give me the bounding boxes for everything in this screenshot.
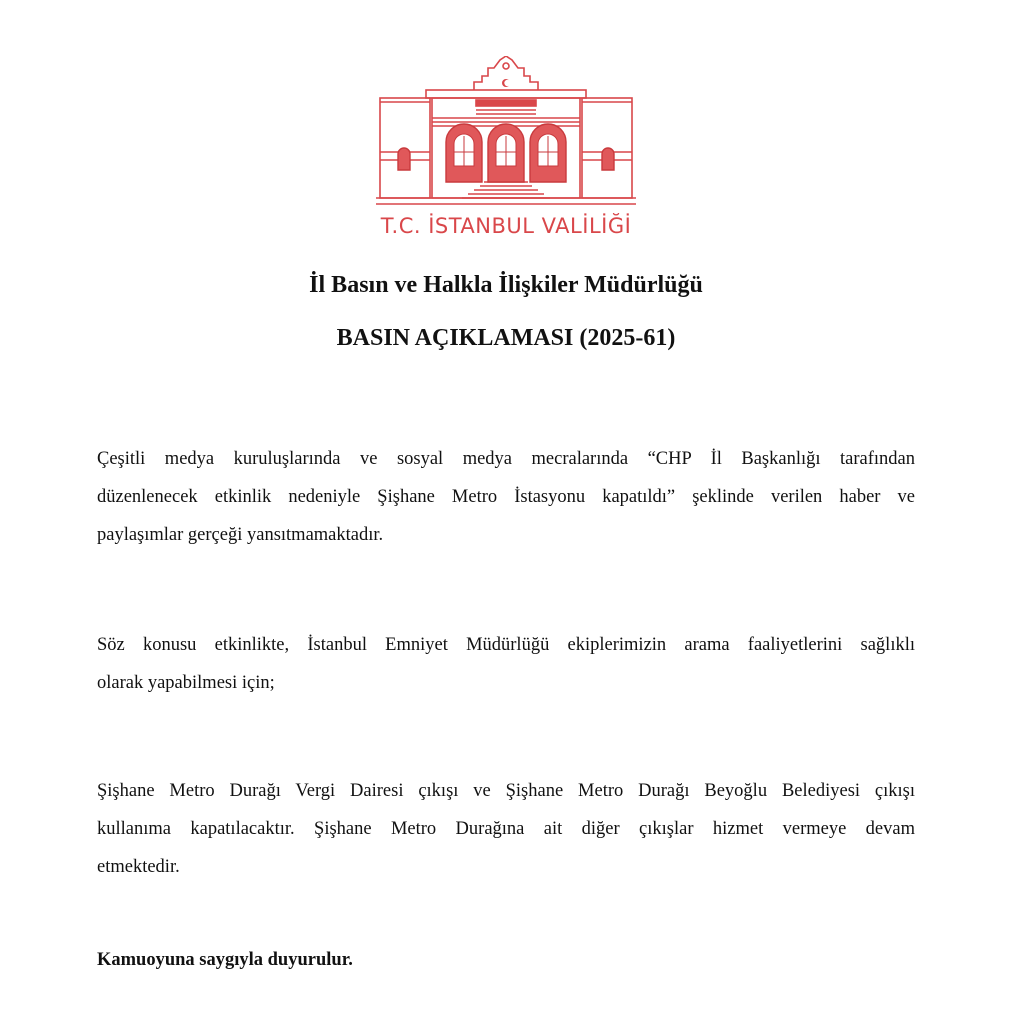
paragraph-1-line: paylaşımlar gerçeği yansıtmamaktadır. bbox=[97, 525, 384, 545]
press-release-title: BASIN AÇIKLAMASI (2025-61) bbox=[336, 325, 676, 351]
paragraph-1-line: düzenlenecek etkinlik nedeniyle Şişhane Metro İstasyonu kapatıldı” şeklinde verilen haber ve bbox=[97, 487, 915, 507]
logo-wordmark: T.C. İSTANBUL VALİLİĞİ bbox=[380, 214, 632, 238]
paragraph-2-line: Söz konusu etkinlikte, İstanbul Emniyet Müdürlüğü ekiplerimizin arama faaliyetlerini sağlıklı bbox=[97, 635, 915, 655]
department-heading: İl Basın ve Halkla İlişkiler Müdürlüğü bbox=[309, 272, 703, 298]
paragraph-3-line: etmektedir. bbox=[97, 857, 180, 877]
paragraph-2-line: olarak yapabilmesi için; bbox=[97, 673, 275, 693]
closing-statement: Kamuoyuna saygıyla duyurulur. bbox=[97, 950, 353, 970]
paragraph-3 bbox=[97, 772, 915, 886]
paragraph-1-line: Çeşitli medya kuruluşlarında ve sosyal medya mecralarında “CHP İl Başkanlığı tarafından bbox=[97, 449, 915, 469]
governorship-building-icon bbox=[376, 56, 636, 216]
paragraph-2 bbox=[97, 626, 915, 702]
istanbul-governorship-logo bbox=[376, 56, 636, 246]
paragraph-1 bbox=[97, 440, 915, 554]
paragraph-3-line: kullanıma kapatılacaktır. Şişhane Metro Durağına ait diğer çıkışlar hizmet vermeye devam bbox=[97, 819, 915, 839]
paragraph-3-line: Şişhane Metro Durağı Vergi Dairesi çıkışı ve Şişhane Metro Durağı Beyoğlu Belediyesi çıkışı bbox=[97, 781, 915, 801]
